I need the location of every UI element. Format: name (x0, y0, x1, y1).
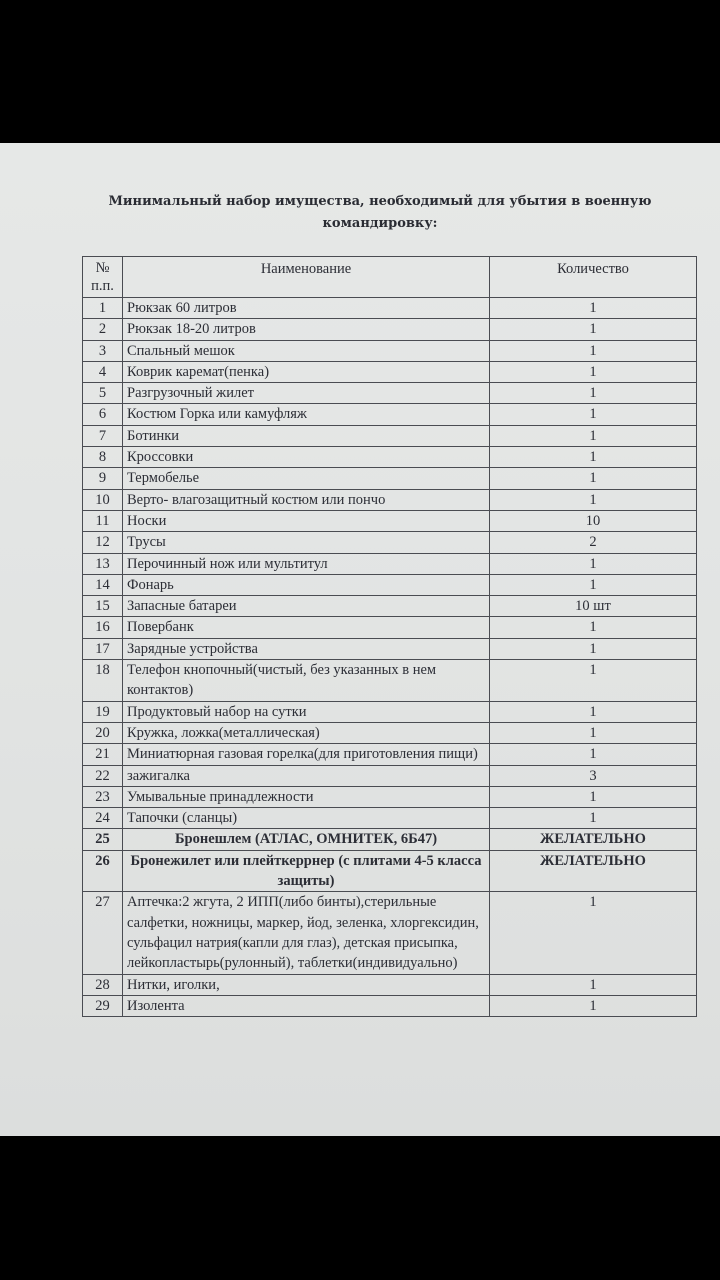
item-name: Рюкзак 18-20 литров (123, 319, 490, 340)
row-number: 22 (83, 765, 123, 786)
row-number: 15 (83, 596, 123, 617)
row-number: 18 (83, 660, 123, 702)
item-quantity: 1 (490, 638, 697, 659)
item-name: Рюкзак 60 литров (123, 298, 490, 319)
item-quantity: 2 (490, 532, 697, 553)
row-number: 29 (83, 995, 123, 1016)
row-number: 23 (83, 786, 123, 807)
item-quantity: 1 (490, 468, 697, 489)
item-quantity: 1 (490, 447, 697, 468)
item-name: Трусы (123, 532, 490, 553)
item-quantity: 1 (490, 892, 697, 974)
table-row (83, 340, 697, 361)
item-name: Кроссовки (123, 447, 490, 468)
row-number: 28 (83, 974, 123, 995)
table-row (83, 765, 697, 786)
row-number: 3 (83, 340, 123, 361)
table-row (83, 425, 697, 446)
item-name: Изолента (123, 995, 490, 1016)
document-title (60, 191, 700, 235)
table-row (83, 660, 697, 702)
table-row (83, 744, 697, 765)
row-number: 6 (83, 404, 123, 425)
row-number: 26 (83, 850, 123, 892)
equipment-table (82, 256, 697, 1017)
row-number: 13 (83, 553, 123, 574)
table-row (83, 808, 697, 829)
table-row (83, 510, 697, 531)
item-name: Коврик каремат(пенка) (123, 361, 490, 382)
table-body (83, 298, 697, 1017)
item-quantity: 1 (490, 553, 697, 574)
table-row (83, 447, 697, 468)
item-quantity: 1 (490, 574, 697, 595)
item-name: зажигалка (123, 765, 490, 786)
item-quantity: 1 (490, 361, 697, 382)
item-quantity: 3 (490, 765, 697, 786)
row-number: 12 (83, 532, 123, 553)
item-quantity: 1 (490, 298, 697, 319)
table-row (83, 974, 697, 995)
table-row (83, 786, 697, 807)
item-quantity: 1 (490, 701, 697, 722)
row-number: 17 (83, 638, 123, 659)
table-row (83, 404, 697, 425)
table-row (83, 722, 697, 743)
row-number: 7 (83, 425, 123, 446)
row-number: 19 (83, 701, 123, 722)
table-row (83, 892, 697, 974)
table-row (83, 829, 697, 850)
item-quantity: 1 (490, 617, 697, 638)
item-quantity: ЖЕЛАТЕЛЬНО (490, 829, 697, 850)
item-name: Фонарь (123, 574, 490, 595)
row-number: 27 (83, 892, 123, 974)
item-name: Тапочки (сланцы) (123, 808, 490, 829)
table-row (83, 617, 697, 638)
table-row (83, 574, 697, 595)
row-number: 5 (83, 383, 123, 404)
header-number (83, 257, 123, 298)
item-quantity: 1 (490, 744, 697, 765)
table-row (83, 638, 697, 659)
table-row (83, 489, 697, 510)
row-number: 24 (83, 808, 123, 829)
item-quantity: 1 (490, 425, 697, 446)
table-row (83, 298, 697, 319)
table-row (83, 361, 697, 382)
item-quantity: 1 (490, 786, 697, 807)
header-quantity: Количество (490, 257, 697, 298)
item-quantity: 1 (490, 404, 697, 425)
item-quantity: 1 (490, 383, 697, 404)
row-number: 14 (83, 574, 123, 595)
title-line-1: Минимальный набор имущества, необходимый для убытия в военную (108, 194, 652, 209)
table-row (83, 383, 697, 404)
header-name: Наименование (123, 257, 490, 298)
item-quantity: 10 (490, 510, 697, 531)
item-quantity: 1 (490, 340, 697, 361)
row-number: 8 (83, 447, 123, 468)
item-quantity: 1 (490, 974, 697, 995)
item-name: Носки (123, 510, 490, 531)
item-name: Кружка, ложка(металлическая) (123, 722, 490, 743)
table-row (83, 596, 697, 617)
row-number: 21 (83, 744, 123, 765)
table-row (83, 553, 697, 574)
document-page (0, 143, 720, 1136)
item-quantity: ЖЕЛАТЕЛЬНО (490, 850, 697, 892)
item-name: Ботинки (123, 425, 490, 446)
item-name: Бронежилет или плейткеррнер (с плитами 4-5 класса защиты) (123, 850, 490, 892)
item-name: Бронешлем (АТЛАС, ОМНИТЕК, 6Б47) (123, 829, 490, 850)
row-number: 16 (83, 617, 123, 638)
item-quantity: 1 (490, 722, 697, 743)
row-number: 1 (83, 298, 123, 319)
item-name: Умывальные принадлежности (123, 786, 490, 807)
item-name: Продуктовый набор на сутки (123, 701, 490, 722)
table-row (83, 532, 697, 553)
item-name: Термобелье (123, 468, 490, 489)
item-name: Зарядные устройства (123, 638, 490, 659)
item-quantity: 10 шт (490, 596, 697, 617)
item-quantity: 1 (490, 319, 697, 340)
row-number: 25 (83, 829, 123, 850)
row-number: 11 (83, 510, 123, 531)
item-name: Перочинный нож или мультитул (123, 553, 490, 574)
title-line-2: командировку: (322, 216, 438, 231)
row-number: 20 (83, 722, 123, 743)
item-quantity: 1 (490, 808, 697, 829)
item-name: Миниатюрная газовая горелка(для приготовления пищи) (123, 744, 490, 765)
item-name: Запасные батареи (123, 596, 490, 617)
item-quantity: 1 (490, 489, 697, 510)
item-name: Повербанк (123, 617, 490, 638)
row-number: 9 (83, 468, 123, 489)
row-number: 2 (83, 319, 123, 340)
table-header-row (83, 257, 697, 298)
item-quantity: 1 (490, 660, 697, 702)
item-name: Телефон кнопочный(чистый, без указанных в нем контактов) (123, 660, 490, 702)
item-name: Аптечка:2 жгута, 2 ИПП(либо бинты),стерильные салфетки, ножницы, маркер, йод, зеленка, хлоргексидин, сульфацил натрия(капли для глаз), детская присыпка, лейкопластырь(рулонный), таблетки(индивидуально) (123, 892, 490, 974)
table-row (83, 850, 697, 892)
item-name: Верто- влагозащитный костюм или пончо (123, 489, 490, 510)
row-number: 10 (83, 489, 123, 510)
table-row (83, 995, 697, 1016)
row-number: 4 (83, 361, 123, 382)
table-row (83, 468, 697, 489)
item-name: Костюм Горка или камуфляж (123, 404, 490, 425)
item-quantity: 1 (490, 995, 697, 1016)
header-number-symbol: № (95, 260, 110, 276)
table-row (83, 701, 697, 722)
item-name: Спальный мешок (123, 340, 490, 361)
table-row (83, 319, 697, 340)
item-name: Разгрузочный жилет (123, 383, 490, 404)
item-name: Нитки, иголки, (123, 974, 490, 995)
header-number-abbrev: п.п. (91, 278, 114, 294)
